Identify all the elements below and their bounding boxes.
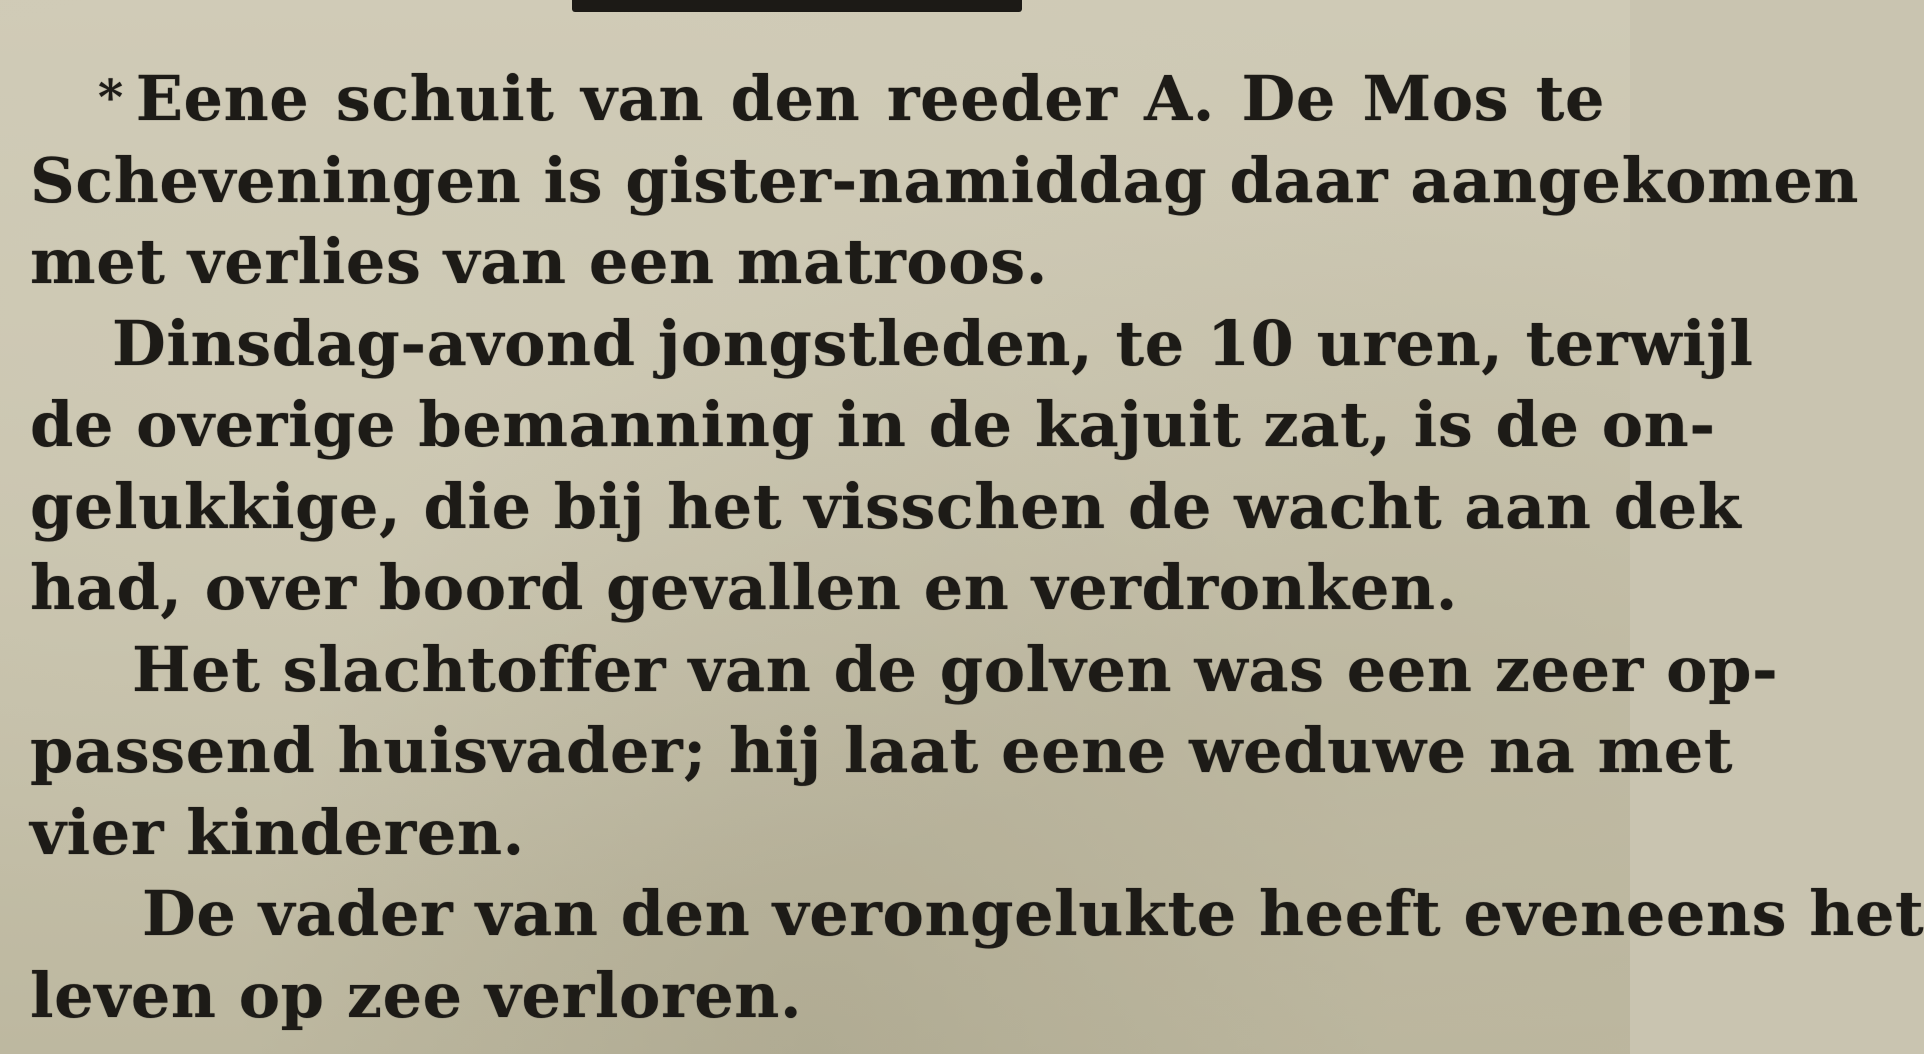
paragraph-4: [30, 873, 1924, 1036]
article-line: gelukkige, die bij het visschen de wacht aan dek: [30, 469, 1742, 543]
article-line: passend huisvader; hij laat eene weduwe na met: [30, 714, 1734, 787]
article-line: vier kinderen.: [30, 795, 525, 869]
column-rule: [572, 0, 1022, 12]
article-line: had, over boord gevallen en verdronken.: [30, 551, 1458, 624]
article-line: leven op zee verloren.: [30, 958, 803, 1032]
article-line: De vader van den verongelukte heeft eveneens het: [142, 877, 1924, 950]
article-line: Het slachtoffer van de golven was een zeer op-: [132, 632, 1779, 706]
paragraph-2: [30, 303, 1754, 629]
article-line: met verlies van een matroos.: [30, 225, 1048, 298]
paragraph-3: [30, 629, 1779, 874]
article-line: de overige bemanning in de kajuit zat, is de on-: [30, 388, 1716, 461]
news-article: [30, 58, 1924, 1036]
paragraph-1: [30, 58, 1860, 303]
line-text: Eene schuit van den reeder A. De Mos te: [135, 62, 1605, 135]
article-line: Scheveningen is gister-namiddag daar aangekomen: [30, 143, 1860, 217]
asterisk-marker: *: [98, 70, 124, 126]
article-line: Dinsdag-avond jongstleden, te 10 uren, terwijl: [112, 306, 1754, 380]
article-line: [30, 58, 1605, 140]
